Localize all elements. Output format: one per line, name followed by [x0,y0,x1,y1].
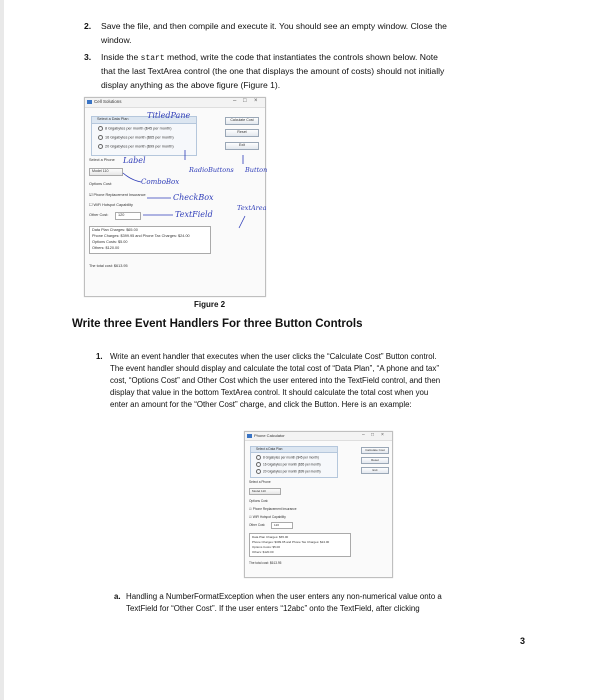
textarea-line: Data Plan Charges: $65.00 [252,535,289,539]
textarea-line: Phone Charges: $399.95 and Phone Tax Charges: $24.00 [252,540,330,544]
close-icon[interactable]: × [381,432,384,438]
minimize-icon[interactable]: – [233,98,237,104]
titled-pane-label: Select a Data Plan [97,117,129,121]
radio-circle[interactable] [256,469,261,474]
reset-button[interactable]: Reset [225,129,259,137]
annotation-button: Button [245,166,268,174]
step-text-line [101,51,438,66]
radio-option[interactable] [256,462,321,467]
textarea-line: Others: $120.00 [92,246,120,250]
text-run: method, write the code that instantiates the controls shown below. Note [164,52,438,62]
radio-circle[interactable] [256,462,261,467]
calculate-cost-button[interactable]: Calculate Cost [225,117,259,125]
annotation-textarea: TextArea [237,204,267,212]
textarea-line: Phone Charges: $399.95 and Phone Tax Charges: $24.00 [92,234,190,238]
phone-combobox[interactable] [249,488,281,495]
step-text-line: enter an amount for the “Other Cost” charge, and click the Button. Here is an example: [110,400,412,409]
radio-label: 8 Gigabytes per month ($45 per month) [263,455,319,460]
sub-item-marker: a. [114,592,121,601]
calculate-cost-button[interactable]: Calculate Cost [361,447,389,454]
textarea-line: Options Costs: $5.00 [252,545,281,549]
insurance-checkbox[interactable]: ☑ Phone Replacement Insurance [249,507,297,511]
annotation-checkbox: CheckBox [173,193,214,202]
arrow-combobox [123,173,141,182]
section-heading: Write three Event Handlers For three Button Controls [72,318,363,330]
maximize-icon[interactable]: □ [371,432,375,438]
step-text-line: window. [101,35,132,45]
combo-value: Model 110 [92,169,109,173]
textarea-line: Options Costs: $5.00 [92,240,128,244]
radio-circle[interactable] [256,455,261,460]
figure-2-caption: Figure 2 [194,300,226,309]
step-number: 2. [84,21,92,31]
titled-pane-label: Select a Data Plan [256,447,283,451]
hotspot-checkbox[interactable]: ☐ WiFi Hotspot Capability [89,203,133,207]
page-number: 3 [520,636,526,646]
titled-pane[interactable] [250,446,338,478]
select-phone-label: Select a Phone [89,158,115,162]
annotation-titledpane: TitledPane [147,111,191,120]
radio-label: 16 Gigabytes per month ($65 per month) [263,462,321,467]
app-icon [247,434,252,438]
reset-button[interactable]: Reset [361,457,389,464]
minimize-icon[interactable]: – [362,432,365,438]
options-cost-label: Options Cost: [89,182,113,186]
close-icon[interactable]: × [254,98,258,104]
options-cost-label: Options Cost: [249,499,269,503]
text-run: Inside the [101,52,141,62]
step-number: 1. [96,352,103,361]
page-edge-shadow [0,0,4,700]
annotation-arrows [85,98,268,296]
step-text-line: Save the file, and then compile and execute it. You should see an empty window. Close the [101,21,447,31]
exit-button[interactable]: Exit [225,142,259,150]
radio-option[interactable] [256,469,321,474]
hotspot-checkbox[interactable]: ☑ WiFi Hotspot Capability [249,515,286,519]
figure-2-window [84,97,266,297]
window-titlebar [245,432,392,441]
step-text-line: Write an event handler that executes when the user clicks the “Calculate Cost” Button control. [110,352,437,361]
radio-label: 20 Gigabytes per month ($99 per month) [105,144,174,149]
step-text-line: display that value in the bottom TextArea control. It should calculate the total cost when you [110,388,429,397]
textarea-line: Others: $120.00 [252,550,274,554]
radio-label: 16 Gigabytes per month ($65 per month) [105,135,174,140]
window-title: Cell Solutions [94,99,122,104]
other-cost-textfield[interactable] [271,522,293,529]
step-text-line: that the last TextArea control (the one that displays the amount of costs) should not initially [101,66,445,76]
textarea-line: Data Plan Charges: $65.00 [92,228,138,232]
step-text-line: cost, “Options Cost” and Other Cost which the user entered into the TextField control, and then [110,376,441,385]
textfield-value: 120 [118,213,125,217]
radio-label: 20 Gigabytes per month ($99 per month) [263,469,321,474]
titled-pane-header[interactable] [251,447,337,453]
textfield-value: 120 [274,523,280,527]
step-text-line: The event handler should display and calculate the total cost of “Data Plan”, “A phone and tax” [110,364,439,373]
checkbox-label: WiFi Hotspot Capability [252,515,286,519]
combo-value: Model 110 [252,489,266,493]
arrow-textarea [239,216,245,228]
sub-item-text-line: Handling a NumberFormatException when the user enters any non-numerical value onto a [126,592,442,601]
annotation-radiobuttons: RadioButtons [189,166,234,174]
checkbox-label: Phone Replacement Insurance [93,193,146,197]
figure-3-window [244,431,393,578]
sub-item-text-line: TextField for “Other Cost”. If the user enters “12abc” onto the TextField, after clicking [126,604,420,613]
checkbox-label: WiFi Hotspot Capability [93,203,133,207]
window-title: Phone Calculator [254,433,285,438]
insurance-checkbox[interactable]: ☑ Phone Replacement Insurance [89,193,146,197]
other-cost-label: Other Cost: [249,523,266,527]
annotation-combobox: ComboBox [141,178,180,186]
step-text-line: display anything as the above figure (Figure 1). [101,80,281,90]
exit-button[interactable]: Exit [361,467,389,474]
checkbox-label: Phone Replacement Insurance [252,507,297,511]
other-cost-label: Other Cost: [89,213,109,217]
charges-textarea[interactable] [249,533,351,557]
radio-option[interactable] [256,455,319,460]
step-number: 3. [84,52,92,62]
select-phone-label: Select a Phone [249,480,271,484]
total-cost-text: The total cost: $613.95 [249,561,282,565]
annotation-textfield: TextField [175,210,213,219]
code-run: start [140,54,165,63]
maximize-icon[interactable]: □ [243,98,247,104]
total-cost-text: The total cost: $613.95 [89,264,128,268]
annotation-label: Label [123,156,146,165]
radio-label: 8 Gigabytes per month ($45 per month) [105,126,172,131]
